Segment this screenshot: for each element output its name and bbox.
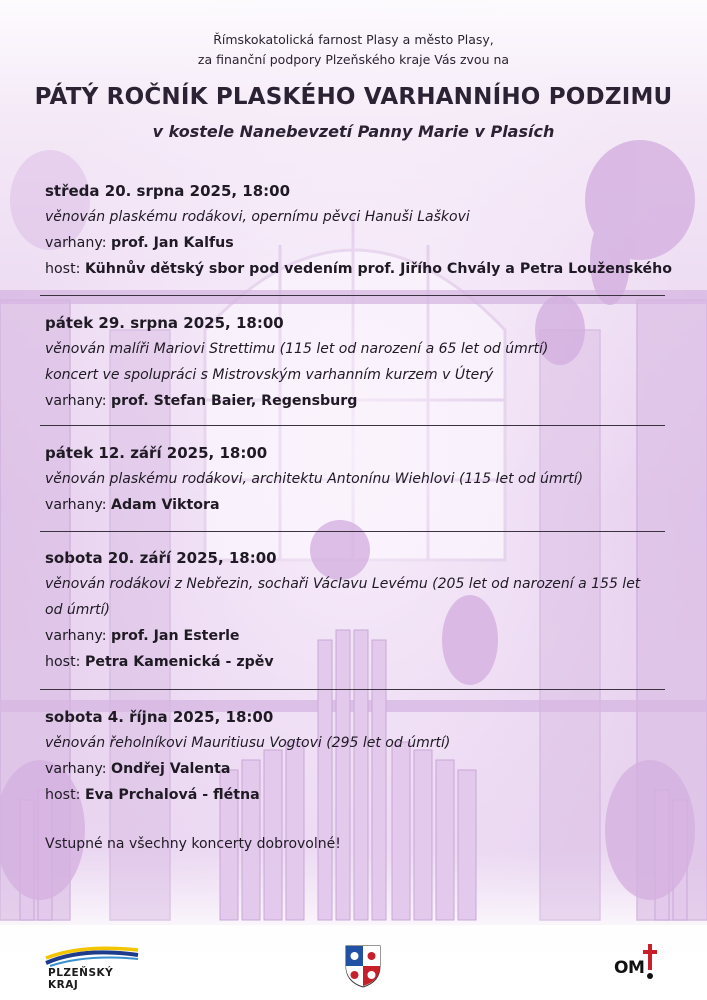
event-date: středa 20. srpna 2025, 18:00: [45, 182, 291, 200]
plzensky-kraj-swoosh-icon: [42, 945, 142, 967]
intro-line-1: Římskokatolická farnost Plasy a město Plasy,: [213, 32, 494, 47]
intro-text: [0, 30, 707, 70]
event-guest: [45, 649, 675, 675]
event-dedication: věnován rodákovi z Nebřezin, sochaři Václavu Levému (205 let od narození a 155 let: [45, 576, 641, 592]
event-dedication: koncert ve spolupráci s Mistrovským varhanním kurzem v Úterý: [45, 367, 494, 383]
organist-name: Adam Viktora: [111, 497, 220, 513]
page-title: PÁTÝ ROČNÍK PLASKÉHO VARHANNÍHO PODZIMU: [34, 84, 673, 110]
event-guest: [45, 256, 675, 282]
event-organist: [45, 388, 675, 414]
event-dedication: věnován řeholníkovi Mauritiusu Vogtovi (295 let od úmrtí): [45, 735, 451, 751]
event-guest: [45, 782, 675, 808]
concert-event: [45, 704, 675, 808]
event-dedication: věnován plaskému rodákovi, opernímu pěvci Hanuši Laškovi: [45, 209, 470, 225]
guest-name: Eva Prchalová - flétna: [84, 787, 260, 803]
intro-line-2: za finanční podpory Plzeňského kraje Vás zvou na: [197, 52, 510, 67]
concert-event: [45, 545, 675, 675]
organist-label: varhany:: [45, 761, 107, 777]
event-date: sobota 20. září 2025, 18:00: [45, 549, 277, 567]
section-divider: [40, 689, 665, 690]
organist-name: prof. Stefan Baier, Regensburg: [111, 393, 358, 409]
guest-label: host:: [45, 787, 81, 803]
om-cross-logo: [614, 944, 662, 984]
page-subtitle: v kostele Nanebevzetí Panny Marie v Plasích: [152, 122, 555, 141]
organist-label: varhany:: [45, 497, 107, 513]
concert-event: [45, 440, 675, 518]
organist-label: varhany:: [45, 393, 107, 409]
concert-event: [45, 178, 675, 282]
guest-name: Petra Kamenická - zpěv: [84, 654, 274, 670]
event-dedication: od úmrtí): [45, 602, 111, 618]
concert-event: [45, 310, 675, 414]
event-date: pátek 29. srpna 2025, 18:00: [45, 314, 284, 332]
event-organist: [45, 492, 675, 518]
plzensky-kraj-logo: [42, 945, 142, 991]
organist-name: prof. Jan Kalfus: [111, 235, 234, 251]
organist-label: varhany:: [45, 628, 107, 644]
cross-icon: [643, 944, 657, 980]
guest-name: Kühnův dětský sbor pod vedením prof. Jiřího Chvály a Petra Louženského: [84, 261, 672, 277]
event-dedication: věnován malíři Mariovi Strettimu (115 let od narození a 65 let od úmrtí): [45, 341, 549, 357]
organist-label: varhany:: [45, 235, 107, 251]
event-organist: [45, 623, 675, 649]
guest-label: host:: [45, 654, 81, 670]
event-dedication: věnován plaskému rodákovi, architektu Antonínu Wiehlovi (115 let od úmrtí): [45, 471, 584, 487]
event-date: pátek 12. září 2025, 18:00: [45, 444, 268, 462]
organist-name: Ondřej Valenta: [111, 761, 231, 777]
plzensky-kraj-label: PLZEŇSKÝ KRAJ: [48, 967, 114, 991]
om-logo-text: OM: [614, 958, 645, 978]
plasy-coat-of-arms-icon: [344, 944, 382, 988]
event-date: sobota 4. října 2025, 18:00: [45, 708, 274, 726]
admission-note: Vstupné na všechny koncerty dobrovolné!: [45, 836, 341, 852]
event-organist: [45, 230, 675, 256]
section-divider: [40, 425, 665, 426]
event-organist: [45, 756, 675, 782]
guest-label: host:: [45, 261, 81, 277]
section-divider: [40, 531, 665, 532]
section-divider: [40, 295, 665, 296]
organist-name: prof. Jan Esterle: [111, 628, 240, 644]
